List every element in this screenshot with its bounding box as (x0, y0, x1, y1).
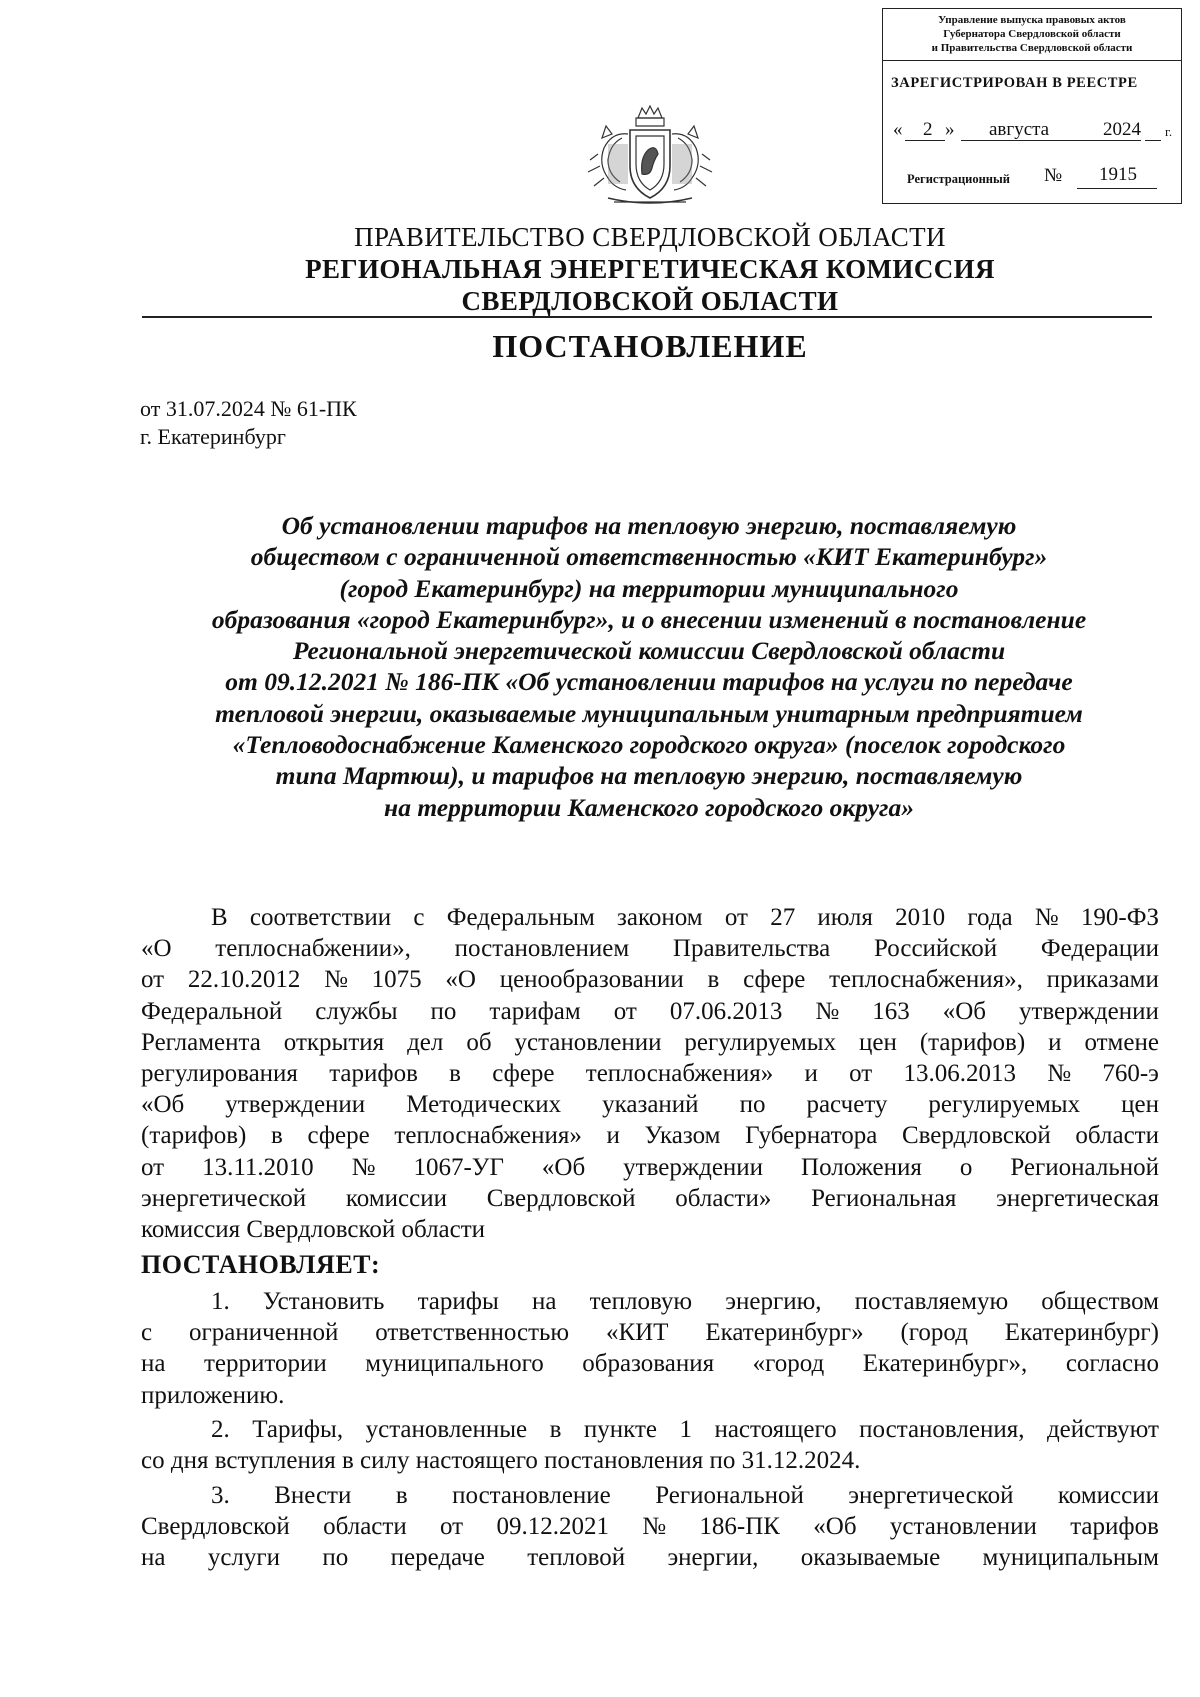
title-line: обществом с ограниченной ответственностью «КИТ Екатеринбург» (250, 542, 1048, 572)
government-name: ПРАВИТЕЛЬСТВО СВЕРДЛОВСКОЙ ОБЛАСТИ (354, 222, 946, 252)
title-line: «Тепловодоснабжение Каменского городского округа» (поселок городского (232, 730, 1066, 760)
document-title (140, 510, 1158, 823)
stamp-year-suffix: г. (1165, 124, 1173, 139)
paragraph-line: «О теплоснабжении», постановлением Правительства Российской Федерации (141, 935, 1159, 963)
item-1-paragraph (141, 1286, 1159, 1411)
stamp-registration (907, 164, 1167, 190)
paragraph-line: 3. Внести в постановление Региональной энергетической комиссии (211, 1482, 1159, 1509)
paragraph-line: энергетической комиссии Свердловской области» Региональная энергетическая (141, 1184, 1159, 1212)
document-date-number: от 31.07.2024 № 61-ПК (140, 396, 357, 421)
paragraph-line: Регламента открытия дел об установлении регулируемых цен (тарифов) и отмене (141, 1028, 1159, 1056)
item-3-paragraph (141, 1480, 1159, 1574)
paragraph-line: со дня вступления в силу настоящего постановления по 31.12.2024. (141, 1447, 861, 1475)
stamp-reg-label: Регистрационный (907, 172, 1010, 186)
paragraph-line: 2. Тарифы, установленные в пункте 1 настоящего постановления, действуют (211, 1416, 1159, 1443)
commission-name-line1: РЕГИОНАЛЬНАЯ ЭНЕРГЕТИЧЕСКАЯ КОМИССИЯ (305, 254, 995, 284)
title-line: на территории Каменского городского округа» (384, 792, 914, 822)
paragraph-line: (тарифов) в сфере теплоснабжения» и Указом Губернатора Свердловской области (141, 1122, 1159, 1150)
paragraph-line: с ограниченной ответственностью «КИТ Екатеринбург» (город Екатеринбург) (141, 1319, 1159, 1347)
paragraph-line: от 13.11.2010 № 1067-УГ «Об утверждении Положения о Региональной (141, 1153, 1159, 1181)
coat-of-arms-icon (578, 104, 722, 212)
preamble-paragraph (141, 902, 1159, 1245)
paragraph-line: приложению. (141, 1381, 285, 1409)
paragraph-line: от 22.10.2012 № 1075 «О ценообразовании в сфере теплоснабжения», приказами (141, 966, 1159, 994)
paragraph-line: на территории муниципального образования «город Екатеринбург», согласно (141, 1350, 1159, 1378)
header-divider (142, 316, 1152, 318)
stamp-header-line: Губернатора Свердловской области (943, 28, 1121, 40)
title-line: тепловой энергии, оказываемые муниципальным унитарным предприятием (215, 698, 1083, 728)
stamp-quote-close: » (945, 119, 955, 140)
stamp-header-line: Управление выпуска правовых актов (938, 14, 1126, 26)
paragraph-line: В соответствии с Федеральным законом от 27 июля 2010 года № 190-ФЗ (211, 904, 1159, 931)
stamp-day: 2 (923, 119, 933, 140)
title-line: типа Мартюш), и тарифов на тепловую энергию, поставляемую (275, 761, 1023, 791)
title-line: образования «город Екатеринбург», и о внесении изменений в постановление (211, 604, 1087, 634)
stamp-header-line: и Правительства Свердловской области (931, 42, 1133, 54)
stamp-month: августа (989, 119, 1050, 140)
stamp-header (883, 9, 1181, 61)
paragraph-line: Федеральной службы по тарифам от 07.06.2013 № 163 «Об утверждении (141, 997, 1159, 1025)
commission-name-line2: СВЕРДЛОВСКОЙ ОБЛАСТИ (461, 286, 839, 316)
paragraph-line: «Об утверждении Методических указаний по расчету регулируемых цен (141, 1091, 1159, 1119)
paragraph-line: на услуги по передаче тепловой энергии, оказываемые муниципальным (141, 1544, 1159, 1572)
paragraph-line: 1. Установить тарифы на тепловую энергию, поставляемую обществом (211, 1288, 1159, 1315)
title-line: от 09.12.2021 № 186-ПК «Об установлении тарифов на услуги по передаче (225, 667, 1073, 697)
stamp-date (893, 119, 1178, 143)
paragraph-line: комиссия Свердловской области (141, 1215, 486, 1243)
paragraph-line: регулирования тарифов в сфере теплоснабжения» и от 13.06.2013 № 760-э (141, 1059, 1159, 1087)
document-type: ПОСТАНОВЛЕНИЕ (492, 328, 808, 364)
item-2-paragraph (141, 1414, 1159, 1476)
title-line: (город Екатеринбург) на территории муниципального (339, 573, 959, 603)
stamp-registered-label: ЗАРЕГИСТРИРОВАН В РЕЕСТРЕ (891, 75, 1138, 91)
stamp-reg-number: 1915 (1099, 164, 1137, 185)
registration-stamp (882, 8, 1182, 204)
title-line: Об установлении тарифов на тепловую энергию, поставляемую (281, 511, 1017, 540)
stamp-reg-no-sign: № (1044, 165, 1063, 186)
paragraph-line: Свердловской области от 09.12.2021 № 186-ПК «Об установлении тарифов (141, 1513, 1159, 1541)
resolves-heading: ПОСТАНОВЛЯЕТ: (141, 1250, 381, 1279)
stamp-year: 2024 (1103, 119, 1141, 140)
title-line: Региональной энергетической комиссии Свердловской области (292, 636, 1006, 666)
document-city: г. Екатеринбург (140, 424, 286, 449)
stamp-quote-open: « (893, 119, 903, 140)
